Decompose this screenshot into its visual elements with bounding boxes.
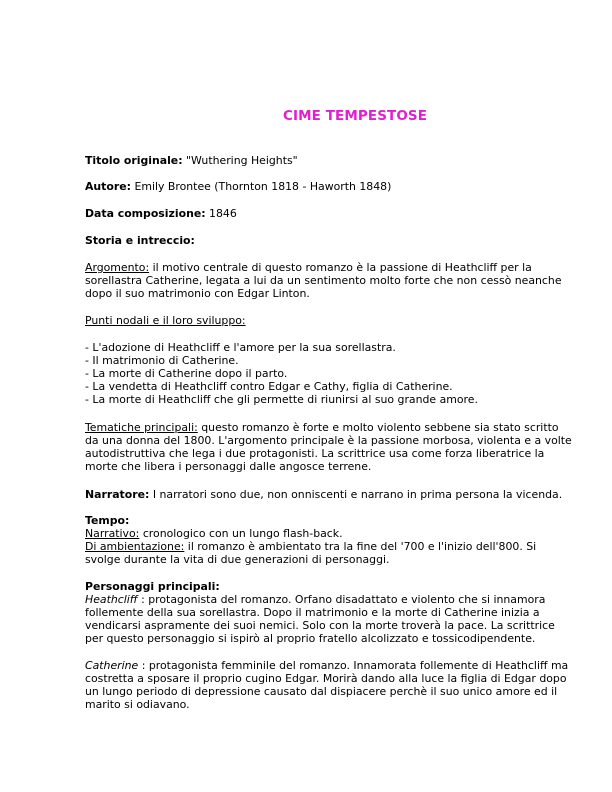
time-narrative-label: Narrativo: xyxy=(85,527,140,540)
heathcliff-text: : protagonista del romanzo. Orfano disadattato e violento che si innamora follemente della sua sorellastra. Dopo il matrimonio e la morte di Catherine inizia a vendicarsi aspramente dei suoi nemici. Solo con la morte troverà la pace. La scrittrice per questo personaggio si ispirò al proprio fratello alcolizzato e tossicodipendente. xyxy=(85,593,555,645)
key-points-label-line xyxy=(85,314,573,327)
themes-text: questo romanzo è forte e molto violento sebbene sia stato scritto da una donna del 1800. L'argomento principale è la passione morbosa, violenta e a volte autodistruttiva che lega i due protagonisti. La scrittrice usa come forza liberatrice la morte che libera i personaggi dalle angosce terrene. xyxy=(85,421,572,473)
original-title-value: "Wuthering Heights" xyxy=(186,154,298,167)
author-label: Autore: xyxy=(85,180,131,193)
narrator-label: Narratore: xyxy=(85,488,150,501)
narrator-value: I narratori sono due, non onniscenti e narrano in prima persona la vicenda. xyxy=(152,488,563,501)
time-narrative-line xyxy=(85,527,573,540)
argument-label: Argomento: xyxy=(85,261,150,274)
narrator-line xyxy=(85,488,573,501)
key-points-label: Punti nodali e il loro sviluppo: xyxy=(85,314,246,327)
catherine-paragraph xyxy=(85,659,573,711)
author-line xyxy=(85,180,573,193)
time-setting-text: il romanzo è ambientato tra la fine del '700 e l'inizio dell'800. Si svolge durante la vita di due generazioni di personaggi. xyxy=(85,540,537,566)
time-narrative-text: cronologico con un lungo flash-back. xyxy=(142,527,343,540)
characters-section xyxy=(85,580,573,645)
time-setting-paragraph xyxy=(85,540,573,566)
catherine-text: : protagonista femminile del romanzo. Innamorata follemente di Heathcliff ma costretta a sposare il proprio cugino Edgar. Morirà dando alla luce la figlia di Edgar dopo un lungo periodo di depressione causato dal dispiacere perchè il suo unico amore ed il marito si odiavano. xyxy=(85,659,569,711)
story-heading xyxy=(85,234,573,247)
heathcliff-paragraph xyxy=(85,593,573,645)
list-item: - Il matrimonio di Catherine. xyxy=(85,354,239,367)
argument-text: il motivo centrale di questo romanzo è la passione di Heathcliff per la sorellastra Catherine, legata a lui da un sentimento molto forte che non cessò neanche dopo il suo matrimonio con Edgar Linton. xyxy=(85,261,562,300)
author-value: Emily Brontee (Thornton 1818 - Haworth 1848) xyxy=(134,180,392,193)
date-line xyxy=(85,207,573,220)
heathcliff-name: Heathcliff xyxy=(85,593,138,606)
time-heading: Tempo: xyxy=(85,514,130,527)
list-item: - La vendetta di Heathcliff contro Edgar e Cathy, figlia di Catherine. xyxy=(85,380,453,393)
list-item: - La morte di Heathcliff che gli permette di riunirsi al suo grande amore. xyxy=(85,393,478,406)
themes-label: Tematiche principali: xyxy=(85,421,198,434)
date-label: Data composizione: xyxy=(85,207,206,220)
list-item: - La morte di Catherine dopo il parto. xyxy=(85,367,288,380)
time-setting-label: Di ambientazione: xyxy=(85,540,185,553)
time-section xyxy=(85,514,573,566)
page-title: CIME TEMPESTOSE xyxy=(282,108,428,124)
argument-paragraph xyxy=(85,261,573,300)
themes-paragraph xyxy=(85,421,573,473)
original-title-line xyxy=(85,154,573,167)
catherine-name: Catherine xyxy=(85,659,139,672)
characters-heading: Personaggi principali: xyxy=(85,580,220,593)
list-item: - L'adozione di Heathcliff e l'amore per la sua sorellastra. xyxy=(85,341,396,354)
original-title-label: Titolo originale: xyxy=(85,154,183,167)
story-heading-text: Storia e intreccio: xyxy=(85,234,195,247)
date-value: 1846 xyxy=(209,207,237,220)
key-points-list xyxy=(85,341,573,406)
